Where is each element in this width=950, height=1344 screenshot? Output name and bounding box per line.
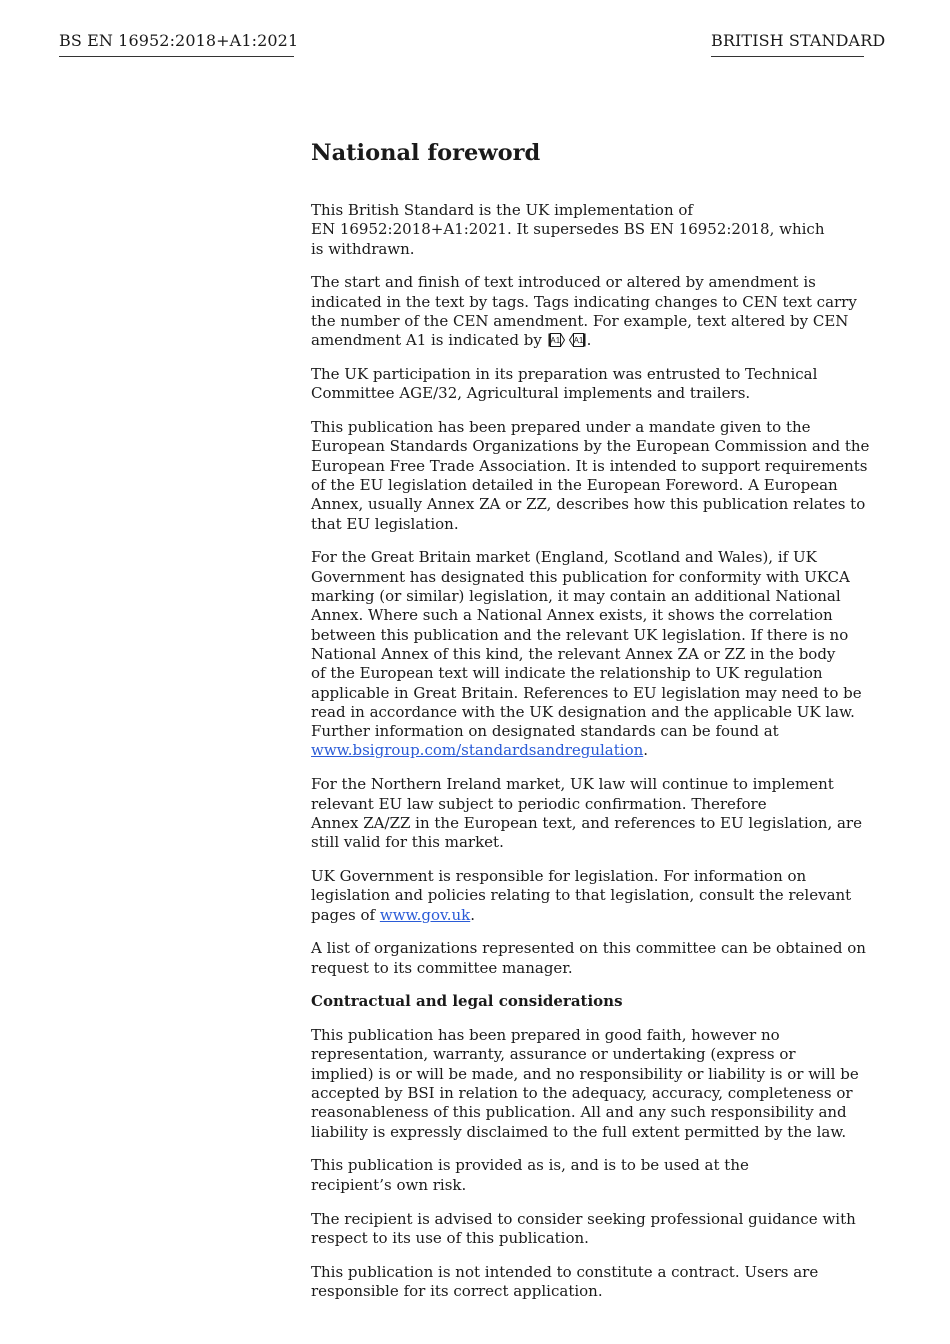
page-title: National foreword [311,140,541,166]
paragraph-committee-list [311,939,867,978]
text-line: legislation and policies relating to that legislation, consult the relevant [311,886,852,905]
paragraph-good-faith [311,1026,867,1142]
amendment-tag-label: A1 [573,336,584,346]
text-segment: . [643,741,649,760]
text-line: European Standards Organizations by the European Commission and the [311,437,870,456]
text-line: A list of organizations represented on this committee can be obtained on [311,939,866,958]
text-line [311,741,867,760]
paragraph-uk-participation [311,365,867,404]
text-line: The start and finish of text introduced or altered by amendment is [311,273,816,292]
text-line: read in accordance with the UK designation and the applicable UK law. [311,702,855,721]
header-document-id: BS EN 16952:2018+A1:2021 [59,30,294,57]
text-line: For the Great Britain market (England, Scotland and Wales), if UK [311,548,817,567]
text-line: This publication has been prepared in good faith, however no [311,1026,780,1045]
text-line: indicated in the text by tags. Tags indicating changes to CEN text carry [311,292,857,311]
text-line: For the Northern Ireland market, UK law will continue to implement [311,775,834,794]
text-line: that EU legislation. [311,514,459,533]
paragraph-uk-government [311,867,867,925]
text-line: reasonableness of this publication. All and any such responsibility and [311,1103,847,1122]
text-line: This publication is provided as is, and is to be used at the [311,1156,749,1175]
text-line: The recipient is advised to consider seeking professional guidance with [311,1209,856,1228]
text-line [311,906,867,925]
text-line: Annex ZA/ZZ in the European text, and references to EU legislation, are [311,813,862,832]
text-segment: amendment A1 is indicated by [311,331,542,350]
text-line: Annex, usually Annex ZA or ZZ, describes how this publication relates to [311,495,866,514]
text-line: representation, warranty, assurance or undertaking (express or [311,1045,796,1064]
section-heading-contractual: Contractual and legal considerations [311,992,623,1011]
paragraph-professional-guidance [311,1210,867,1249]
paragraph-amendment-tags [311,273,867,350]
text-line: liability is expressly disclaimed to the full extent permitted by the law. [311,1122,847,1141]
header-standard-type: BRITISH STANDARD [711,30,864,57]
text-line: accepted by BSI in relation to the adequacy, accuracy, completeness or [311,1084,853,1103]
text-line: Committee AGE/32, Agricultural implements and trailers. [311,384,751,403]
text-line: This publication is not intended to constitute a contract. Users are [311,1262,819,1281]
text-line: still valid for this market. [311,833,504,852]
text-line: Government has designated this publication for conformity with UKCA [311,567,850,586]
text-line: implied) is or will be made, and no responsibility or liability is or will be [311,1064,859,1083]
text-line: UK Government is responsible for legislation. For information on [311,866,807,885]
text-line: of the European text will indicate the relationship to UK regulation [311,664,823,683]
paragraph-not-contract [311,1263,867,1302]
text-segment: pages of [311,905,376,924]
text-line: This British Standard is the UK implementation of [311,201,693,219]
text-line: Further information on designated standards can be found at [311,722,779,741]
text-line: EN 16952:2018+A1:2021. It supersedes BS EN 16952:2018, which [311,220,825,239]
amendment-start-tag-icon [548,333,566,347]
bsigroup-standards-link[interactable]: www.bsigroup.com/standardsandregulation [311,741,644,760]
amendment-end-tag-icon [568,333,586,347]
text-segment: . [586,331,592,350]
text-line: European Free Trade Association. It is intended to support requirements [311,456,868,475]
text-line: National Annex of this kind, the relevant Annex ZA or ZZ in the body [311,644,836,663]
text-line: responsible for its correct application. [311,1281,603,1300]
amendment-tag-label: A1 [550,336,560,346]
text-line: Annex. Where such a National Annex exists, it shows the correlation [311,606,833,625]
text-line: This publication has been prepared under a mandate given to the [311,418,811,437]
main-content [311,138,870,1316]
text-line: respect to its use of this publication. [311,1228,589,1247]
text-line: of the EU legislation detailed in the European Foreword. A European [311,476,838,495]
paragraph-great-britain-market [311,548,867,760]
paragraph-northern-ireland-market [311,775,867,852]
text-line: applicable in Great Britain. References to EU legislation may need to be [311,683,862,702]
paragraph-own-risk [311,1156,867,1195]
text-line: The UK participation in its preparation was entrusted to Technical [311,365,818,384]
gov-uk-link[interactable]: www.gov.uk [379,905,471,924]
text-line: the number of the CEN amendment. For example, text altered by CEN [311,311,849,330]
text-line: relevant EU law subject to periodic confirmation. Therefore [311,794,767,813]
text-line: marking (or similar) legislation, it may contain an additional National [311,587,841,606]
text-line: between this publication and the relevant UK legislation. If there is no [311,625,849,644]
text-segment: . [470,905,475,924]
paragraph-implementation [311,201,867,259]
text-line: recipient’s own risk. [311,1175,467,1194]
paragraph-mandate [311,418,870,534]
text-line [311,331,867,350]
text-line: request to its committee manager. [311,958,573,977]
text-line: is withdrawn. [311,239,415,258]
